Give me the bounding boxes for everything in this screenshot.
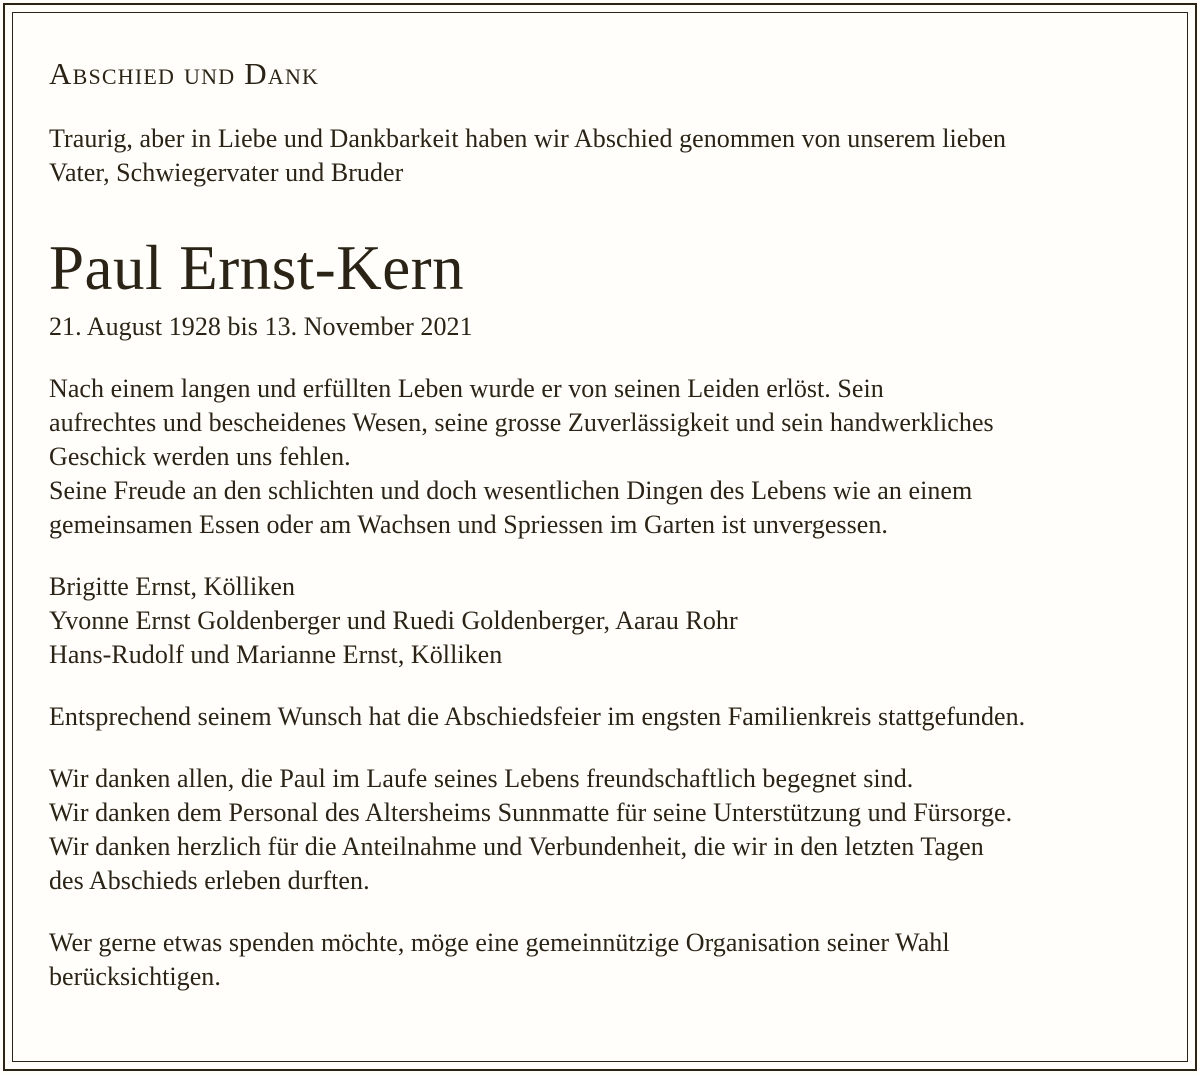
mourners-list xyxy=(49,570,1159,672)
deceased-name: Paul Ernst-Kern xyxy=(49,233,465,303)
thanks-line: des Abschieds erleben durften. xyxy=(49,866,370,895)
thanks-line: Wir danken allen, die Paul im Laufe seines Lebens freundschaftlich begegnet sind. xyxy=(49,764,914,793)
mourner-entry: Hans-Rudolf und Marianne Ernst, Kölliken xyxy=(49,640,503,669)
notice-heading: Abschied und Dank xyxy=(49,56,320,91)
donation-line: berücksichtigen. xyxy=(49,962,221,991)
thanks-paragraph xyxy=(49,762,1159,898)
intro-line: Vater, Schwiegervater und Bruder xyxy=(49,158,404,187)
thanks-line: Wir danken dem Personal des Altersheims Sunnmatte für seine Unterstützung und Fürsorge. xyxy=(49,798,1013,827)
thanks-line: Wir danken herzlich für die Anteilnahme und Verbundenheit, die wir in den letzten Tagen xyxy=(49,832,984,861)
tribute-line: aufrechtes und bescheidenes Wesen, seine grosse Zuverlässigkeit und sein handwerkliches xyxy=(49,408,994,437)
tribute-paragraph xyxy=(49,372,1159,542)
tribute-line: Nach einem langen und erfüllten Leben wurde er von seinen Leiden erlöst. Sein xyxy=(49,374,884,403)
notice-content xyxy=(49,54,1159,994)
donation-line: Wer gerne etwas spenden möchte, möge eine gemeinnützige Organisation seiner Wahl xyxy=(49,928,950,957)
intro-paragraph xyxy=(49,122,1159,190)
donation-paragraph xyxy=(49,926,1159,994)
life-dates: 21. August 1928 bis 13. November 2021 xyxy=(49,312,473,341)
mourner-entry: Yvonne Ernst Goldenberger und Ruedi Goldenberger, Aarau Rohr xyxy=(49,606,738,635)
ceremony-note: Entsprechend seinem Wunsch hat die Abschiedsfeier im engsten Familienkreis stattgefunden. xyxy=(49,702,1026,731)
mourner-entry: Brigitte Ernst, Kölliken xyxy=(49,572,296,601)
tribute-line: gemeinsamen Essen oder am Wachsen und Spriessen im Garten ist unvergessen. xyxy=(49,510,888,539)
tribute-line: Geschick werden uns fehlen. xyxy=(49,442,351,471)
tribute-line: Seine Freude an den schlichten und doch wesentlichen Dingen des Lebens wie an einem xyxy=(49,476,973,505)
intro-line: Traurig, aber in Liebe und Dankbarkeit haben wir Abschied genommen von unserem lieben xyxy=(49,124,1007,153)
